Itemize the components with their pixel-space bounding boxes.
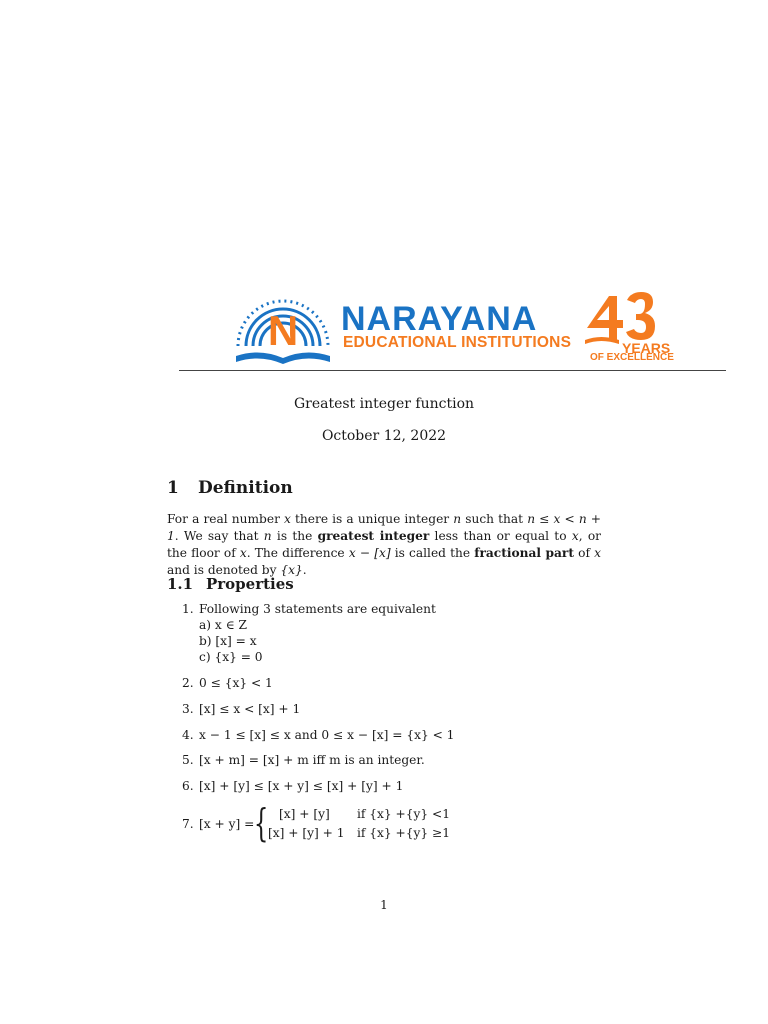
cases-brace: { <box>253 801 269 845</box>
document-title: Greatest integer function <box>293 396 475 412</box>
term-greatest-integer: greatest integer <box>317 529 430 543</box>
subsection-heading <box>167 575 294 593</box>
section-heading <box>167 478 293 498</box>
subsection-number: 1.1 <box>167 575 194 593</box>
case-2-value: [x] + [y] + 1 <box>268 826 345 840</box>
section-title: Definition <box>198 478 293 498</box>
narayana-emblem-icon <box>228 282 338 372</box>
excellence-label: OF EXCELLENCE <box>590 352 674 363</box>
property-item-6: 6. [x] + [y] ≤ [x + y] ≤ [x] + [y] + 1 <box>182 779 404 793</box>
term-fractional-part: fractional part <box>474 546 574 560</box>
case-1-value: [x] + [y] <box>279 807 330 821</box>
property-1b: b) [x] = x <box>199 634 257 648</box>
brand-name: NARAYANA <box>341 300 538 338</box>
property-1c: c) {x} = 0 <box>199 650 263 664</box>
subsection-title: Properties <box>206 575 294 593</box>
section-number: 1 <box>167 478 179 498</box>
property-item-4: 4. x − 1 ≤ [x] ≤ x and 0 ≤ x − [x] = {x} < 1 <box>182 728 455 742</box>
property-item-1: 1. Following 3 statements are equivalent <box>182 602 436 616</box>
definition-paragraph: For a real number x there is a unique integer n such that n ≤ x < n + 1. We say that n is the greatest integer less than or equal to x, or the floor of x. The difference x − [x] is called the fractional part of x and is denoted by {x}. <box>167 512 602 577</box>
property-item-7: 7. [x + y] = <box>182 817 255 831</box>
brand-subtitle: EDUCATIONAL INSTITUTIONS <box>343 334 572 351</box>
document-date: October 12, 2022 <box>321 428 447 444</box>
header-rule <box>179 370 726 371</box>
svg-text:N: N <box>267 307 299 354</box>
property-item-2: 2. 0 ≤ {x} < 1 <box>182 676 273 690</box>
property-item-5: 5. [x + m] = [x] + m iff m is an integer. <box>182 753 425 767</box>
property-1a: a) x ∈ Z <box>199 618 248 632</box>
property-item-3: 3. [x] ≤ x < [x] + 1 <box>182 702 301 716</box>
page-number: 1 <box>380 898 388 912</box>
case-2-condition: if {x} +{y} ≥1 <box>357 826 450 840</box>
case-1-condition: if {x} +{y} <1 <box>357 807 450 821</box>
43-years-badge-icon <box>583 290 658 346</box>
years-label: YEARS <box>622 340 671 356</box>
